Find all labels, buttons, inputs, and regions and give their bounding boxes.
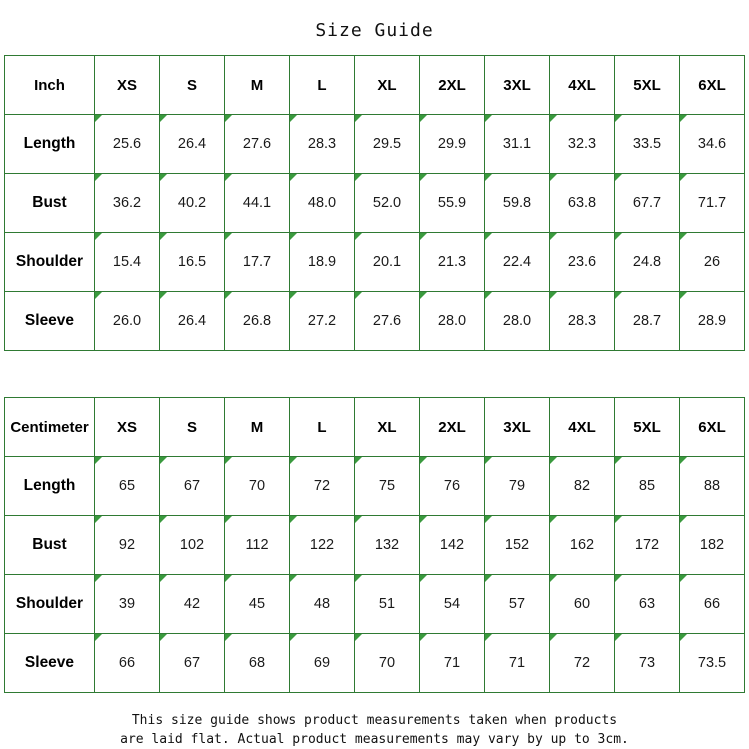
cell: 26.8	[225, 292, 290, 351]
size-header-6xl: 6XL	[680, 398, 745, 457]
size-header-l: L	[290, 398, 355, 457]
size-header-m: M	[225, 398, 290, 457]
unit-label-centimeter: Centimeter	[5, 398, 95, 457]
cell: 40.2	[160, 174, 225, 233]
row-label-length: Length	[5, 115, 95, 174]
cell: 63.8	[550, 174, 615, 233]
cell: 132	[355, 516, 420, 575]
size-header-m: M	[225, 56, 290, 115]
row-label-shoulder: Shoulder	[5, 575, 95, 634]
cell: 92	[95, 516, 160, 575]
cell: 63	[615, 575, 680, 634]
row-label-sleeve: Sleeve	[5, 292, 95, 351]
cell: 73	[615, 634, 680, 693]
cell: 28.9	[680, 292, 745, 351]
table-separator	[0, 351, 749, 397]
cell: 66	[95, 634, 160, 693]
cell: 71	[420, 634, 485, 693]
size-header-5xl: 5XL	[615, 398, 680, 457]
size-table-inch	[4, 55, 745, 351]
cell: 28.0	[485, 292, 550, 351]
cell: 79	[485, 457, 550, 516]
size-header-l: L	[290, 56, 355, 115]
cell: 72	[550, 634, 615, 693]
cell: 54	[420, 575, 485, 634]
table-row	[5, 115, 745, 174]
cell: 88	[680, 457, 745, 516]
cell: 42	[160, 575, 225, 634]
cell: 60	[550, 575, 615, 634]
table-row	[5, 457, 745, 516]
cell: 36.2	[95, 174, 160, 233]
row-label-length: Length	[5, 457, 95, 516]
size-header-5xl: 5XL	[615, 56, 680, 115]
cell: 51	[355, 575, 420, 634]
cell: 32.3	[550, 115, 615, 174]
cell: 67	[160, 634, 225, 693]
page-title: Size Guide	[315, 20, 434, 41]
cell: 71	[485, 634, 550, 693]
cell: 28.3	[290, 115, 355, 174]
size-header-4xl: 4XL	[550, 398, 615, 457]
size-header-6xl: 6XL	[680, 56, 745, 115]
cell: 66	[680, 575, 745, 634]
footnote-line-1: This size guide shows product measurements taken when products	[131, 713, 618, 728]
size-header-xl: XL	[355, 398, 420, 457]
row-label-sleeve: Sleeve	[5, 634, 95, 693]
cell: 27.2	[290, 292, 355, 351]
cell: 52.0	[355, 174, 420, 233]
table-row	[5, 575, 745, 634]
size-header-s: S	[160, 398, 225, 457]
cell: 67	[160, 457, 225, 516]
size-header-s: S	[160, 56, 225, 115]
cell: 22.4	[485, 233, 550, 292]
cell: 48.0	[290, 174, 355, 233]
size-header-3xl: 3XL	[485, 398, 550, 457]
table-row	[5, 516, 745, 575]
row-label-shoulder: Shoulder	[5, 233, 95, 292]
cell: 55.9	[420, 174, 485, 233]
table-header-row	[5, 56, 745, 115]
cell: 70	[225, 457, 290, 516]
cell: 82	[550, 457, 615, 516]
cell: 162	[550, 516, 615, 575]
cell: 182	[680, 516, 745, 575]
cell: 39	[95, 575, 160, 634]
unit-label-inch: Inch	[5, 56, 95, 115]
cell: 45	[225, 575, 290, 634]
cell: 85	[615, 457, 680, 516]
cell: 75	[355, 457, 420, 516]
size-header-xs: XS	[95, 398, 160, 457]
cell: 65	[95, 457, 160, 516]
cell: 18.9	[290, 233, 355, 292]
cell: 27.6	[225, 115, 290, 174]
cell: 70	[355, 634, 420, 693]
cell: 33.5	[615, 115, 680, 174]
cell: 69	[290, 634, 355, 693]
cell: 76	[420, 457, 485, 516]
cell: 71.7	[680, 174, 745, 233]
cell: 31.1	[485, 115, 550, 174]
cell: 122	[290, 516, 355, 575]
cell: 20.1	[355, 233, 420, 292]
cell: 23.6	[550, 233, 615, 292]
size-header-xl: XL	[355, 56, 420, 115]
footnote-line-2: are laid flat. Actual product measurements may vary by up to 3cm.	[120, 732, 629, 747]
size-header-3xl: 3XL	[485, 56, 550, 115]
cell: 172	[615, 516, 680, 575]
cell: 26.4	[160, 115, 225, 174]
cell: 28.7	[615, 292, 680, 351]
row-label-bust: Bust	[5, 174, 95, 233]
cell: 28.0	[420, 292, 485, 351]
cell: 29.9	[420, 115, 485, 174]
cell: 57	[485, 575, 550, 634]
cell: 68	[225, 634, 290, 693]
cell: 112	[225, 516, 290, 575]
cell: 72	[290, 457, 355, 516]
cell: 73.5	[680, 634, 745, 693]
cell: 142	[420, 516, 485, 575]
cell: 48	[290, 575, 355, 634]
cell: 15.4	[95, 233, 160, 292]
cell: 16.5	[160, 233, 225, 292]
cell: 59.8	[485, 174, 550, 233]
size-header-2xl: 2XL	[420, 398, 485, 457]
cell: 102	[160, 516, 225, 575]
size-header-xs: XS	[95, 56, 160, 115]
cell: 29.5	[355, 115, 420, 174]
cell: 44.1	[225, 174, 290, 233]
size-header-2xl: 2XL	[420, 56, 485, 115]
footnote	[0, 711, 749, 749]
table-row	[5, 174, 745, 233]
cell: 152	[485, 516, 550, 575]
cell: 17.7	[225, 233, 290, 292]
row-label-bust: Bust	[5, 516, 95, 575]
cell: 67.7	[615, 174, 680, 233]
cell: 34.6	[680, 115, 745, 174]
cell: 27.6	[355, 292, 420, 351]
size-table-centimeter	[4, 397, 745, 693]
cell: 26.0	[95, 292, 160, 351]
table-row	[5, 634, 745, 693]
table-row	[5, 233, 745, 292]
cell: 28.3	[550, 292, 615, 351]
size-header-4xl: 4XL	[550, 56, 615, 115]
cell: 24.8	[615, 233, 680, 292]
cell: 25.6	[95, 115, 160, 174]
table-row	[5, 292, 745, 351]
cell: 26.4	[160, 292, 225, 351]
cell: 21.3	[420, 233, 485, 292]
table-header-row	[5, 398, 745, 457]
cell: 26	[680, 233, 745, 292]
